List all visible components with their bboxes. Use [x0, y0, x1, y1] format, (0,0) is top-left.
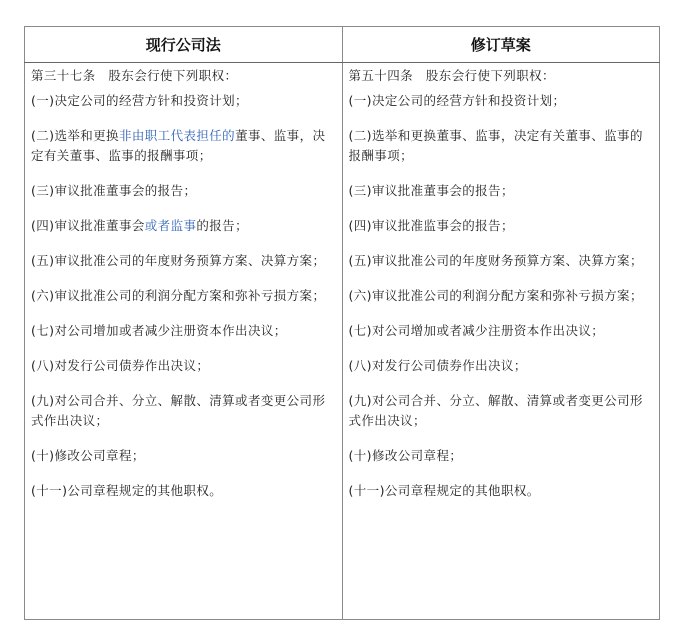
revised-draft-clause-4 — [349, 216, 654, 236]
clause-text: 董事、监事，决定有关董事、监事的报酬事项； — [31, 128, 326, 163]
clause-text: (十一)公司章程规定的其他职权。 — [348, 483, 540, 498]
clause-text: (三)审议批准董事会的报告； — [348, 183, 514, 198]
header-revised-draft: 修订草案 — [342, 27, 660, 63]
law-comparison-document — [24, 26, 660, 620]
current-law-clause-6 — [31, 286, 336, 306]
comparison-table — [24, 26, 660, 620]
current-law-clause-7 — [31, 321, 336, 341]
clause-text: (十一)公司章程规定的其他职权。 — [31, 483, 223, 498]
clause-text: (八)对发行公司债券作出决议； — [31, 358, 210, 373]
revised-draft-clause-3 — [349, 181, 654, 201]
clause-text: (十)修改公司章程； — [348, 448, 463, 463]
clause-text: (七)对公司增加或者减少注册资本作出决议； — [348, 323, 605, 338]
clause-text: (九)对公司合并、分立、解散、清算或者变更公司形式作出决议； — [31, 393, 326, 428]
current-law-clause-8 — [31, 356, 336, 376]
clause-text: (七)对公司增加或者减少注册资本作出决议； — [31, 323, 287, 338]
clause-text: (二)选举和更换 — [31, 128, 119, 143]
clause-text: (五)审议批准公司的年度财务预算方案、决算方案； — [348, 253, 643, 268]
current-law-clause-2 — [31, 126, 336, 166]
revised-draft-clause-9 — [349, 391, 654, 431]
revised-draft-column — [342, 63, 660, 620]
revised-draft-clause-10 — [349, 446, 654, 466]
revised-draft-clause-0 — [349, 66, 654, 86]
clause-text: (三)审议批准董事会的报告； — [31, 183, 197, 198]
revised-draft-clause-5 — [349, 251, 654, 271]
current-law-clause-4 — [31, 216, 336, 236]
current-law-clause-3 — [31, 181, 336, 201]
highlighted-change-text: 非由职工代表担任的 — [118, 128, 236, 143]
current-law-clause-11 — [31, 481, 336, 501]
header-current-law: 现行公司法 — [25, 27, 343, 63]
revised-draft-clause-2 — [349, 126, 654, 166]
current-law-clauses — [31, 66, 336, 501]
clause-text: (十)修改公司章程； — [31, 448, 145, 463]
clause-text: (二)选举和更换董事、监事，决定有关董事、监事的报酬事项； — [348, 128, 643, 163]
clause-text: 第三十七条 股东会行使下列职权： — [31, 68, 238, 83]
table-body-row — [25, 63, 660, 620]
clause-text: (九)对公司合并、分立、解散、清算或者变更公司形式作出决议； — [348, 393, 643, 428]
clause-text: (六)审议批准公司的利润分配方案和弥补亏损方案； — [31, 288, 326, 303]
revised-draft-clauses — [349, 66, 654, 501]
clause-text: (一)决定公司的经营方针和投资计划； — [31, 93, 248, 108]
revised-draft-clause-11 — [349, 481, 654, 501]
clause-text: (五)审议批准公司的年度财务预算方案、决算方案； — [31, 253, 326, 268]
revised-draft-clause-7 — [349, 321, 654, 341]
clause-text: (六)审议批准公司的利润分配方案和弥补亏损方案； — [348, 288, 643, 303]
clause-text: 的报告； — [196, 218, 248, 233]
clause-text: 第五十四条 股东会行使下列职权： — [348, 68, 555, 83]
clause-text: (八)对发行公司债券作出决议； — [348, 358, 527, 373]
current-law-clause-5 — [31, 251, 336, 271]
revised-draft-clause-8 — [349, 356, 654, 376]
current-law-clause-10 — [31, 446, 336, 466]
current-law-clause-9 — [31, 391, 336, 431]
clause-text: (四)审议批准董事会 — [31, 218, 145, 233]
current-law-clause-1 — [31, 91, 336, 111]
current-law-column — [25, 63, 343, 620]
current-law-clause-0 — [31, 66, 336, 86]
clause-text: (一)决定公司的经营方针和投资计划； — [348, 93, 566, 108]
table-header-row — [25, 27, 660, 63]
revised-draft-clause-1 — [349, 91, 654, 111]
revised-draft-clause-6 — [349, 286, 654, 306]
highlighted-change-text: 或者监事 — [144, 218, 197, 233]
clause-text: (四)审议批准监事会的报告； — [348, 218, 514, 233]
